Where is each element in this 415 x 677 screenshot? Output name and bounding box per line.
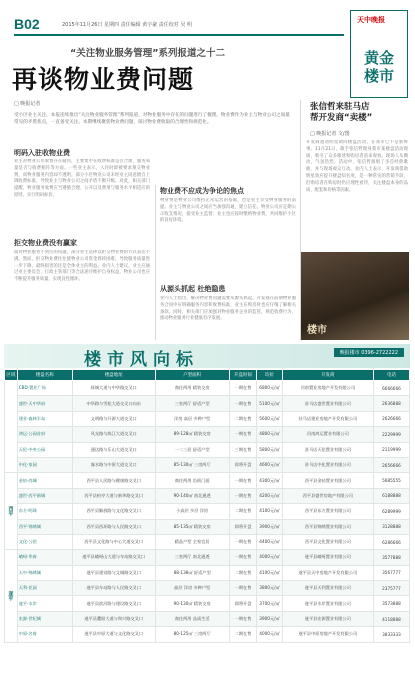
date-line: 2015年11月26日 星期四 责任编辑 黄宇豪 责任校对 吴 明 xyxy=(62,22,192,28)
section-text: 业内人士指出，解决物业费问题需要从源头抓起。开发商在前期物业服务合同中应明确服务内容和收费标准，业主在购房时也应仔细了解相关条款。同时，相关部门应加强对物业服务企业的监管，规范收费行为，推动物业服务行业健康有序发展。 xyxy=(160,296,296,322)
table-cell: 2636888 xyxy=(373,396,409,411)
listing-banner xyxy=(4,344,410,368)
table-cell: 遂平县天中房地产开发有限公司 xyxy=(282,565,373,580)
column-header: 电话 xyxy=(373,370,409,381)
table-row xyxy=(5,504,410,519)
table-cell: 西平县锦绣置业有限公司 xyxy=(282,519,373,534)
table-cell: 遂平县嵖岈山大道与车站路交叉口 xyxy=(72,550,155,565)
table-cell: 西平县柏亭大道与新华路交叉口 xyxy=(72,488,155,503)
section-text: 物业费是物业公司维持正常运营的基础，也是业主享受物业服务的前提。业主与物业公司之间应当加强沟通，建立信任。物业公司应定期公示收支情况，接受业主监督；业主也应按时缴纳物业费，共同维护小区的良好环境。 xyxy=(160,198,296,224)
table-cell: 西平县文化置业有限公司 xyxy=(282,534,373,549)
table-cell: 88-138㎡ 舒适户型 xyxy=(155,565,229,580)
table-cell: 一期在售 xyxy=(229,550,257,565)
table-cell: 即将开盘 xyxy=(229,596,257,611)
property-name-cell: 天利·花园 xyxy=(17,581,72,596)
table-cell: 西平县盛世房地产有限公司 xyxy=(282,488,373,503)
region-cell: 西平 xyxy=(5,473,18,550)
table-cell: 3573888 xyxy=(373,596,409,611)
section-title: 黄金 楼市 xyxy=(363,49,394,85)
table-cell: 商住两用 精装交房 xyxy=(155,381,229,396)
table-cell: 3700元/㎡ xyxy=(257,596,282,611)
photo-caption: 楼市 xyxy=(307,325,327,336)
table-cell: 2656666 xyxy=(373,457,409,472)
table-cell: 一期在售 xyxy=(229,473,257,488)
table-cell: 河南鸿运置业有限公司 xyxy=(282,427,373,442)
column-header: 均价 xyxy=(257,370,282,381)
table-cell: 遂平县天利置业有限公司 xyxy=(282,581,373,596)
logo-text: 天中晚报 xyxy=(357,15,385,24)
table-cell: 三室两厅 舒适户型 xyxy=(155,396,229,411)
table-cell: 遂平县灈阳大道与和兴路交叉口 xyxy=(72,611,155,626)
table-cell: 一期在售 xyxy=(229,381,257,396)
table-cell: 4000元/㎡ xyxy=(257,550,282,565)
table-cell: 一期在售 xyxy=(229,611,257,626)
property-name-cell: CBD·置业广场 xyxy=(17,381,72,396)
table-cell: 二期在售 xyxy=(229,627,257,642)
table-cell: 90-130㎡ 精装交房 xyxy=(155,596,229,611)
listing-title: 楼市风向标 xyxy=(84,350,199,370)
table-cell: 90-140㎡ 南北通透 xyxy=(155,488,229,503)
table-cell: 3128888 xyxy=(373,519,409,534)
table-header-row xyxy=(5,370,410,381)
table-cell: 3567777 xyxy=(373,565,409,580)
column-divider xyxy=(155,185,156,340)
property-name-cell: 文化·公馆 xyxy=(17,534,72,549)
table-cell: 商住两用 沿街门面 xyxy=(155,473,229,488)
table-cell: 遂平县水岸置业有限公司 xyxy=(282,596,373,611)
table-cell: 遂平县中原房地产开发有限公司 xyxy=(282,627,373,642)
page-number: B02 xyxy=(14,16,40,32)
table-cell: 85-130㎡ 三房两厅 xyxy=(155,457,229,472)
table-cell: 遂平县滨河路与建设路交叉口 xyxy=(72,596,155,611)
table-cell: 4600元/㎡ xyxy=(257,457,282,472)
table-row xyxy=(5,565,410,580)
property-name-cell: 鸿运·公园首府 xyxy=(17,427,72,442)
article-subheadline: “关注物业服务管理”系列报道之十二 xyxy=(70,48,225,59)
table-cell: 3800元/㎡ xyxy=(257,581,282,596)
table-row xyxy=(5,581,410,596)
table-cell: 洋房 高层 多种户型 xyxy=(155,411,229,426)
table-cell: 通达路与乐山大道交叉口 xyxy=(72,442,155,457)
table-cell: 高层 洋房 多种户型 xyxy=(155,581,229,596)
column-header: 开发商 xyxy=(282,370,373,381)
property-name-cell: 嵖岈·华府 xyxy=(17,550,72,565)
table-cell: 驿城大道与中华路交叉口 xyxy=(72,381,155,396)
table-cell: 三室两厅 南北通透 xyxy=(155,550,229,565)
table-row xyxy=(5,627,410,642)
column-header: 区域 xyxy=(5,370,18,381)
table-row xyxy=(5,442,410,457)
property-name-cell: 盛世·天中华府 xyxy=(17,396,72,411)
section-text: 面对物业服务不到位的问题，部分业主选择以拒交物业费的方式表达不满。然而，拒交物业费往往使物业公司资金周转困难，导致服务质量进一步下降，最终损害的还是全体业主的利益。业内人士建议，业主应通过业主委员会、行政主管部门等合法途径维护自身权益，物业公司也应不断提升服务质量，实现良性循环。 xyxy=(14,250,150,283)
table-cell: 即将开盘 xyxy=(229,519,257,534)
table-cell: 6188888 xyxy=(373,488,409,503)
table-cell: 二期在售 xyxy=(229,411,257,426)
column-header: 楼盘地址 xyxy=(72,370,155,381)
table-cell: 4300元/㎡ xyxy=(257,473,282,488)
table-cell: 西平县人民路与健康路交叉口 xyxy=(72,473,155,488)
table-cell: 西平县东方置业有限公司 xyxy=(282,504,373,519)
table-cell: 风光路与练江大道交叉口 xyxy=(72,427,155,442)
sidebar-title: 张信哲来驻马店 帮开发商“卖楼” xyxy=(310,102,373,123)
table-cell: 4100元/㎡ xyxy=(257,504,282,519)
property-name-cell: 中原·名府 xyxy=(17,627,72,642)
table-cell: 驻马店盛世置业有限公司 xyxy=(282,396,373,411)
property-name-cell: 金钻·尚城 xyxy=(17,473,72,488)
table-cell: 文明路与开源大道交叉口 xyxy=(72,411,155,426)
table-cell: 4100元/㎡ xyxy=(257,565,282,580)
header-rule xyxy=(14,34,344,36)
table-cell: 5800元/㎡ xyxy=(257,442,282,457)
table-cell: 一二三居 舒适户型 xyxy=(155,442,229,457)
table-cell: 4800元/㎡ xyxy=(257,427,282,442)
table-cell: 西平县解放路与文化路交叉口 xyxy=(72,504,155,519)
table-cell: 驻马店建业房地产开发有限公司 xyxy=(282,411,373,426)
table-row xyxy=(5,411,410,426)
section-heading: 物业费不应成为争论的焦点 xyxy=(160,187,244,195)
table-cell: 驻马店天伦置业有限公司 xyxy=(282,442,373,457)
table-row xyxy=(5,596,410,611)
column-header: 开盘时间 xyxy=(229,370,257,381)
region-cell xyxy=(5,381,18,473)
table-row xyxy=(5,534,410,549)
table-cell: 3900元/㎡ xyxy=(257,519,282,534)
table-cell: 西平县文化路与中心大道交叉口 xyxy=(72,534,155,549)
table-cell: 西平县金钻置业有限公司 xyxy=(282,473,373,488)
table-row xyxy=(5,473,410,488)
table-cell: 商住两用 品质生活 xyxy=(155,611,229,626)
property-name-cell: 建业·森林半岛 xyxy=(17,411,72,426)
table-cell: 河南置业房地产开发有限公司 xyxy=(282,381,373,396)
table-cell: 4400元/㎡ xyxy=(257,534,282,549)
property-name-cell: 宏源·世纪城 xyxy=(17,611,72,626)
table-cell: 精品户型 全家宜居 xyxy=(155,534,229,549)
table-row xyxy=(5,381,410,396)
section-heading: 明码入驻收物业费 xyxy=(14,149,70,157)
table-cell: 2375777 xyxy=(373,581,409,596)
article-byline: □ 晚报记者 xyxy=(14,101,41,107)
table-cell: 二期在售 xyxy=(229,565,257,580)
table-cell: 4200元/㎡ xyxy=(257,488,282,503)
table-cell: 一期在售 xyxy=(229,427,257,442)
table-cell: 西平县西环路与人民路交叉口 xyxy=(72,519,155,534)
table-cell: 3833333 xyxy=(373,627,409,642)
table-cell: 85-135㎡ 精装交房 xyxy=(155,519,229,534)
table-cell: 6286666 xyxy=(373,534,409,549)
table-cell: 一期在售 xyxy=(229,488,257,503)
table-cell: 4118888 xyxy=(373,611,409,626)
table-cell: 遂平县嵖岈置业有限公司 xyxy=(282,550,373,565)
table-cell: 80-125㎡ 三房两厅 xyxy=(155,627,229,642)
property-name-cell: 天中·锦绣城 xyxy=(17,565,72,580)
table-cell: 2229999 xyxy=(373,427,409,442)
table-cell: 驻马店中化置业有限公司 xyxy=(282,457,373,472)
property-name-cell: 天伦·中央公园 xyxy=(17,442,72,457)
table-row xyxy=(5,611,410,626)
property-name-cell: 遂平·水岸 xyxy=(17,596,72,611)
table-cell: 3577888 xyxy=(373,550,409,565)
table-cell: 一期在售 xyxy=(229,581,257,596)
event-photo xyxy=(301,252,409,340)
table-cell: 6289999 xyxy=(373,504,409,519)
table-cell: 一期在售 xyxy=(229,534,257,549)
table-cell: 2626666 xyxy=(373,411,409,426)
property-name-cell: 中化·家园 xyxy=(17,457,72,472)
property-name-cell: 盛世·西平新城 xyxy=(17,488,72,503)
property-name-cell: 东方·明珠 xyxy=(17,504,72,519)
table-cell: 6666666 xyxy=(373,381,409,396)
column-header: 户型面积 xyxy=(155,370,229,381)
table-cell: 5685555 xyxy=(373,473,409,488)
table-row xyxy=(5,488,410,503)
table-body xyxy=(5,381,410,643)
property-name-cell: 西平·锦绣城 xyxy=(17,519,72,534)
table-row xyxy=(5,396,410,411)
table-cell: 3900元/㎡ xyxy=(257,611,282,626)
table-row xyxy=(5,427,410,442)
listing-table xyxy=(4,369,410,643)
table-cell: 遂平县建设路与文城路交叉口 xyxy=(72,565,155,580)
table-cell: 中华路与雪松大道交叉口向东 xyxy=(72,396,155,411)
table-cell: 遂平县中原大道与文化路交叉口 xyxy=(72,627,155,642)
table-cell: 即将开盘 xyxy=(229,457,257,472)
sidebar-text: 开发商邀请明星助阵楼盘活动，在我市已不是新鲜事。11月21日，歌手张信哲现身我市某楼盘活动现场，吸引了众多歌迷和购房者前来观看。现场人头攒动，气氛热烈。活动中，张信哲演唱了多首经典歌曲，并与现场观众互动。业内人士表示，开发商借助明星效应提升楼盘知名度，是一种常见的营销手段，但购房者在购房时仍应理性看待，关注楼盘本身的品质、配套和价格等因素。 xyxy=(306,140,408,193)
article-headline: 再谈物业费问题 xyxy=(12,65,195,94)
table-row xyxy=(5,550,410,565)
table-cell: 溱水路与中原大道交叉口 xyxy=(72,457,155,472)
table-cell: 二期在售 xyxy=(229,504,257,519)
table-row xyxy=(5,457,410,472)
table-cell: 一期在售 xyxy=(229,396,257,411)
page-header xyxy=(14,14,344,36)
table-cell: 89-128㎡ 精装交房 xyxy=(155,427,229,442)
listing-tag: 晚报楼市 0396-2722222 xyxy=(334,348,404,357)
section-text: 业主对物业公司收费存在疑问，主要集中在收费标准是否合理、服务质量是否与收费相符等方面。一些业主表示，入住时即被要求预交物业费，而物业服务内容却不透明。部分小区物业公司未经业主同意擅自上调收费标准，导致业主与物业公司之间矛盾不断升级。对此，相关部门提醒，物业服务收费应当遵循合理、公开以及费用与服务水平相适应的原则，实行明码标价。 xyxy=(14,159,150,198)
table-cell: 6800元/㎡ xyxy=(257,381,282,396)
article-intro: 受小区业主关注、本报连续推出“关注物业服务管理”系列报道，对物业服务中存在的问题进行了梳理。物业费作为业主与物业公司之间最常见的矛盾焦点，一直备受关注。本期继续聚焦物业费问题，探讨物业费收取的合理性和规范化。 xyxy=(14,113,290,125)
table-cell: 5600元/㎡ xyxy=(257,411,282,426)
newspaper-logo xyxy=(350,10,408,98)
table-cell: 遂平县车站路与人民路交叉口 xyxy=(72,581,155,596)
section-heading: 拒交物业费没有赢家 xyxy=(14,239,77,247)
table-row xyxy=(5,519,410,534)
table-cell: 5100元/㎡ xyxy=(257,396,282,411)
table-cell: 遂平县宏源置业有限公司 xyxy=(282,611,373,626)
region-cell: 遂平 xyxy=(5,550,18,642)
section-heading: 从源头抓起 杜绝隐患 xyxy=(160,285,226,293)
sidebar-byline: □ 晚报记者 文/图 xyxy=(310,131,350,137)
table-cell: 2119999 xyxy=(373,442,409,457)
table-cell: 4000元/㎡ xyxy=(257,627,282,642)
column-header: 楼盘名称 xyxy=(17,370,72,381)
table-cell: 小高层 多层 洋房 xyxy=(155,504,229,519)
table-cell: 三期在售 xyxy=(229,442,257,457)
